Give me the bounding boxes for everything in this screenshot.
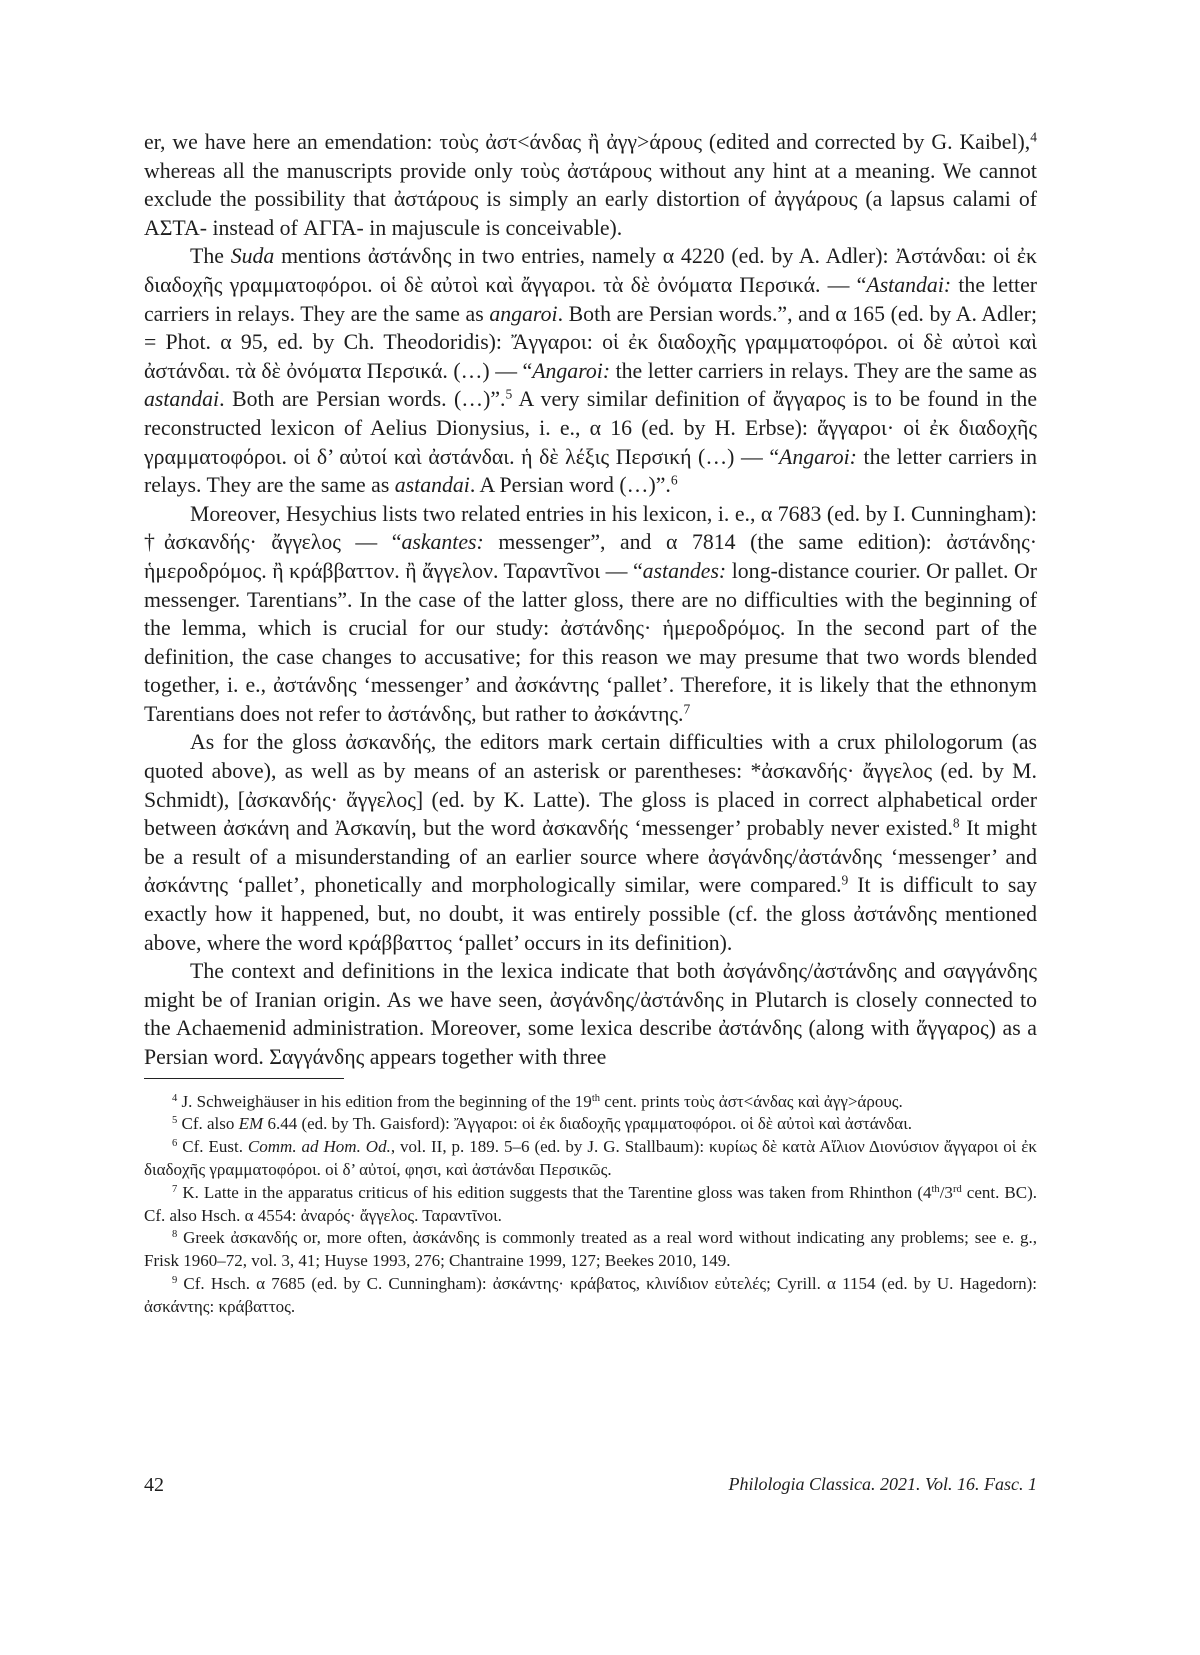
note-ref: 6: [172, 1138, 178, 1150]
journal-citation: Philologia Classica. 2021. Vol. 16. Fasc. 1: [728, 1474, 1037, 1494]
text-run: The: [190, 244, 231, 269]
text-run: Moreover, Hesychius lists two related entries in his lexicon, i. e., α 7683 (ed. by I. Cunningham): †ἀσκανδής· ἄγγελος — “: [144, 501, 1037, 555]
italic-text: astandai: [394, 473, 470, 498]
paragraph: [144, 500, 1037, 729]
page-number: 42: [144, 1474, 164, 1496]
text-run: long-distance courier. Or pallet. Or messenger. Tarentians”. In the case of the latter gloss, there are no difficulties with the beginning of the lemma, which is crucial for our study: ἀστάνδης· ἡμεροδρόμος. In the second part of the definition, the case changes to accusative; for this reason we may presume that two words blended together, i. e., ἀστάνδης ‘messenger’ and ἀσκάντης ‘pallet’. Therefore, it is likely that the ethnonym Tarentians does not refer to ἀστάνδης, but rather to ἀσκάντης.: [144, 558, 1038, 726]
text-run: . Both are Persian words. (…)”.: [219, 387, 506, 412]
note-ref: 7: [683, 701, 691, 717]
text-run: the letter carriers in relays. They are the same as: [144, 272, 1038, 326]
text-run: Cf. Hsch. α 7685 (ed. by C. Cunningham): ἀσκάντης· κράβατος, κλινίδιον εὐτελές; Cyrill. α 1154 (ed. by U. Hagedorn): ἀσκάντης: κράβαττος.: [144, 1273, 1037, 1316]
note-ref: 6: [670, 472, 678, 488]
text-run: cent. BC). Cf. also Hsch. α 4554: ἀναρός· ἄγγελος. Ταραντῖνοι.: [144, 1182, 1037, 1225]
italic-text: angaroi: [489, 301, 558, 326]
note-ref: rd: [952, 1183, 962, 1195]
note-ref: 8: [172, 1229, 178, 1241]
paragraph: [144, 128, 1037, 242]
note-ref: 7: [172, 1183, 178, 1195]
note-ref: th: [931, 1183, 940, 1195]
footnote: [144, 1136, 1037, 1182]
paragraph: [144, 728, 1037, 957]
text-run: J. Schweighäuser in his edition from the beginning of the 19: [177, 1091, 592, 1111]
text-run: . A Persian word (…)”.: [469, 473, 671, 498]
italic-text: Astandai:: [866, 272, 952, 297]
italic-text: astandes:: [642, 558, 727, 583]
italic-text: astandai: [144, 387, 220, 412]
note-ref: 5: [172, 1115, 178, 1127]
page: [144, 128, 1037, 1319]
text-run: A very similar definition of ἄγγαρος is to be found in the reconstructed lexicon of Aelius Dionysius, i. e., α 16 (ed. by H. Erbse): ἄγγαροι· οἱ ἐκ διαδοχῆς γραμματοφόροι. οἱ δ’ αὐτοί καὶ ἀστάνδαι. ἡ δὲ λέξις Περσική (…) — “: [144, 387, 1037, 469]
italic-text: Angaroi:: [779, 444, 857, 469]
paragraph: [144, 242, 1037, 499]
note-ref: th: [591, 1092, 601, 1104]
italic-text: Suda: [230, 244, 275, 269]
text-run: As for the gloss ἀσκανδής, the editors mark certain difficulties with a crux philologorum (as quoted above), as well as by means of an asterisk or parentheses: *ἀσκανδής· ἄγγελος (ed. by M. Schmidt), [ἀσκανδής· ἄγγελος] (ed. by K. Latte). The gloss is placed in correct alphabetical order between ἀσκάνη and Ἀσκανίη, but the word ἀσκανδής ‘messenger’ probably never existed.: [144, 730, 1037, 841]
note-ref: 4: [172, 1092, 178, 1104]
text-run: er, we have here an emendation: τοὺς ἀστ<άνδας ἢ ἀγγ>άρους (edited and corrected by G. Kaibel),: [144, 130, 1031, 154]
footnote: [144, 1227, 1037, 1273]
text-run: whereas all the manuscripts provide only τοὺς ἀστάρους without any hint at a meaning. We cannot exclude the possibility that ἀστάρους is simply an early distortion of ἀγγάρους (a lapsus calami of ΑΣΤΑ- instead of ΑΓΓΑ- in majuscule is conceivable).: [144, 158, 1037, 240]
italic-text: Angaroi:: [532, 358, 611, 383]
note-ref: 9: [172, 1275, 178, 1287]
italic-text: askantes:: [401, 530, 484, 555]
text-run: the letter carriers in relays. They are the same as: [144, 444, 1037, 498]
text-run: cent. prints τοὺς ἀστ<άνδας καὶ ἀγγ>άρους.: [600, 1091, 903, 1111]
footnote: [144, 1113, 1037, 1136]
text-run: Cf. also: [177, 1114, 239, 1134]
text-run: Cf. Eust.: [177, 1137, 248, 1157]
footnote: [144, 1182, 1037, 1228]
note-ref: 4: [1030, 129, 1037, 145]
paragraph: [144, 957, 1037, 1071]
italic-text: Comm. ad Hom. Od.: [247, 1137, 391, 1157]
note-ref: 8: [952, 815, 960, 831]
note-ref: 5: [505, 386, 513, 402]
text-run: . Both are Persian words.”, and α 165 (ed. by A. Adler; = Phot. α 95, ed. by Ch. Theodoridis): Ἄγγαροι: οἱ ἐκ διαδοχῆς γραμματοφόροι. οἱ δὲ αὐτοὶ καὶ ἀστάνδαι. τὰ δὲ ὀνόματα Περσικά. (…) — “: [144, 301, 1037, 383]
footnote: [144, 1273, 1037, 1319]
main-text: [144, 128, 1037, 1072]
text-run: mentions ἀστάνδης in two entries, namely α 4220 (ed. by A. Adler): Ἀστάνδαι: οἱ ἐκ διαδοχῆς γραμματοφόροι. οἱ δὲ αὐτοὶ καὶ ἄγγαροι. τὰ δὲ ὀνόματα Περσικά. — “: [144, 244, 1037, 297]
text-run: It is difficult to say exactly how it happened, but, no doubt, it was entirely possible (cf. the gloss ἀστάνδης mentioned above, where the word κράββαττος ‘pallet’ occurs in its definition).: [144, 873, 1037, 955]
footnote-separator: [144, 1078, 344, 1079]
italic-text: EM: [238, 1114, 264, 1134]
text-run: , vol. II, p. 189. 5–6 (ed. by J. G. Stallbaum): κυρίως δὲ κατὰ Αἴλιον Διονύσιον ἄγγαροι οἱ ἐκ διαδοχῆς γραμματοφόροι. οἱ δ’ αὐτοί, φησι, καὶ ἀστάνδαι Περσικῶς.: [144, 1137, 1037, 1179]
footnote: [144, 1091, 1037, 1114]
text-run: Greek ἀσκανδής or, more often, ἀσκάνδης is commonly treated as a real word without indicating any problems; see e. g., Frisk 1960–72, vol. 3, 41; Huyse 1993, 276; Chantraine 1999, 127; Beekes 2010, 149.: [144, 1228, 1037, 1271]
text-run: The context and definitions in the lexica indicate that both ἀσγάνδης/ἀστάνδης and σαγγάνδης might be of Iranian origin. As we have seen, ἀσγάνδης/ἀστάνδης in Plutarch is closely connected to the Achaemenid administration. Moreover, some lexica describe ἀστάνδης (along with ἄγγαρος) as a Persian word. Σαγγάνδης appears together with three: [144, 959, 1037, 1069]
footnotes: [144, 1091, 1037, 1319]
text-run: It might be a result of a misunderstanding of an earlier source where ἀσγάνδης/ἀστάνδης ‘messenger’ and ἀσκάντης ‘pallet’, phonetically and morphologically similar, were compared.: [144, 816, 1037, 898]
text-run: the letter carriers in relays. They are the same as: [610, 358, 1037, 383]
text-run: messenger”, and α 7814 (the same edition): ἀστάνδης· ἡμεροδρόμος. ἢ κράββαττον. ἢ ἄγγελον. Ταραντῖνοι — “: [144, 530, 1037, 583]
text-run: 6.44 (ed. by Th. Gaisford): Ἄγγαροι: οἱ ἐκ διαδοχῆς γραμματοφόροι. οἱ δὲ αὐτοὶ καὶ ἀστάνδαι.: [263, 1114, 913, 1134]
text-run: /3: [939, 1182, 953, 1202]
text-run: K. Latte in the apparatus criticus of his edition suggests that the Tarentine gloss was taken from Rhinthon (4: [177, 1182, 932, 1202]
note-ref: 9: [841, 873, 849, 889]
